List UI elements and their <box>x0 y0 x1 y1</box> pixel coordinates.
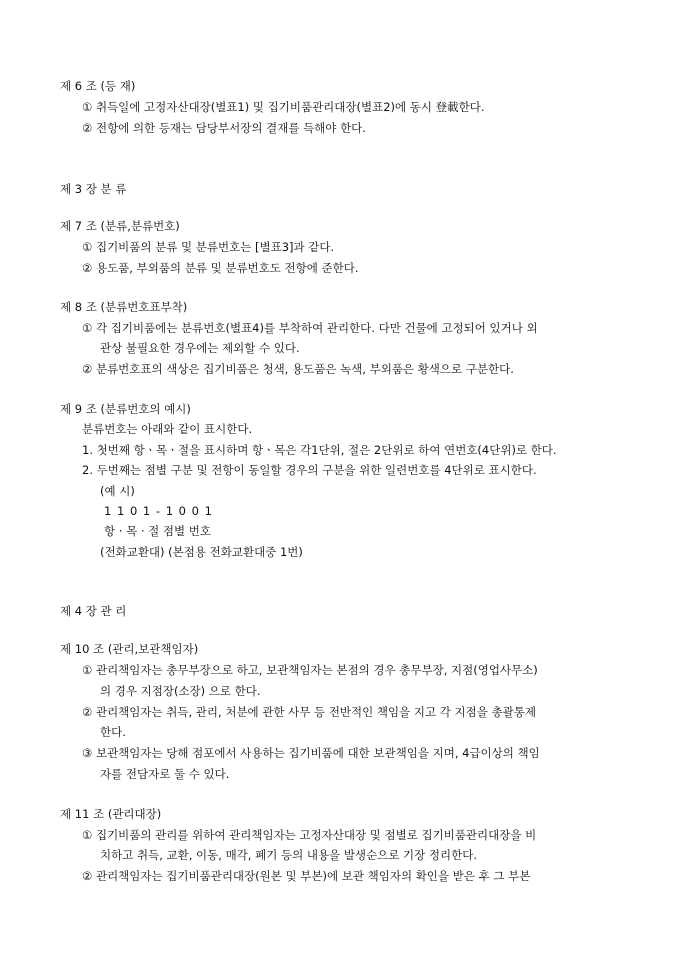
article-9-intro: 분류번호는 아래와 같이 표시한다. <box>82 422 253 436</box>
article-7-paragraph-1: ① 집기비품의 분류 및 분류번호는 [별표3]과 같다. <box>82 240 335 254</box>
article-10-title: 제 10 조 (관리,보관책임자) <box>60 642 199 656</box>
article-10-paragraph-3: ③ 보관책임자는 당해 점포에서 사용하는 집기비품에 대한 보관책임을 지며, 4급이상의 책임 <box>82 746 540 760</box>
article-6-paragraph-2: ② 전항에 의한 등재는 담당부서장의 결재를 득해야 한다. <box>82 121 366 135</box>
article-10-paragraph-1: ① 관리책임자는 총무부장으로 하고, 보관책임자는 본점의 경우 총무부장, 지점(영업사무소) <box>82 663 538 677</box>
chapter-3-heading: 제 3 장 분 류 <box>60 182 127 196</box>
chapter-4-heading: 제 4 장 관 리 <box>60 604 127 618</box>
article-10-paragraph-2-cont: 한다. <box>100 725 126 739</box>
article-11-paragraph-1-cont: 치하고 취득, 교환, 이동, 매각, 폐기 등의 내용을 발생순으로 기장 정리한다. <box>100 848 477 862</box>
article-10-paragraph-3-cont: 자를 전담자로 둘 수 있다. <box>100 767 230 781</box>
article-7-title: 제 7 조 (분류,분류번호) <box>60 219 180 233</box>
article-11-paragraph-2: ② 관리책임자는 집기비품관리대장(원본 및 부본)에 보관 책임자의 확인을 받은 후 그 부본 <box>82 869 531 883</box>
article-8-title: 제 8 조 (분류번호표부착) <box>60 300 188 314</box>
article-10-paragraph-2: ② 관리책임자는 취득, 관리, 처분에 관한 사무 등 전반적인 책임을 지고 각 지점을 총괄통제 <box>82 705 536 719</box>
article-11-paragraph-1: ① 집기비품의 관리를 위하여 관리책임자는 고정자산대장 및 점별로 집기비품관리대장을 비 <box>82 828 537 842</box>
example-note: (전화교환대) (본점용 전화교환대중 1번) <box>100 545 303 559</box>
article-9-item-1: 1. 첫번째 항ㆍ목ㆍ절을 표시하며 항ㆍ목은 각1단위, 절은 2단위로 하여 연번호(4단위)로 한다. <box>82 443 557 457</box>
article-9-item-2: 2. 두번째는 점별 구분 및 전항이 동일할 경우의 구분을 위한 일련번호를 4단위로 표시한다. <box>82 463 537 477</box>
article-11-title: 제 11 조 (관리대장) <box>60 807 162 821</box>
article-6-paragraph-1: ① 취득일에 고정자산대장(별표1) 및 집기비품관리대장(별표2)에 동시 登載한다. <box>82 100 485 114</box>
article-8-paragraph-1-cont: 관상 불필요한 경우에는 제외할 수 있다. <box>100 341 300 355</box>
example-label: (예 시) <box>100 484 135 498</box>
article-9-title: 제 9 조 (분류번호의 예시) <box>60 402 191 416</box>
article-10-paragraph-1-cont: 의 경우 지점장(소장) 으로 한다. <box>100 684 261 698</box>
article-8-paragraph-1: ① 각 집기비품에는 분류번호(별표4)를 부착하여 관리한다. 다만 건물에 고정되어 있거나 외 <box>82 321 538 335</box>
article-6-title: 제 6 조 (등 재) <box>60 79 136 93</box>
article-8-paragraph-2: ② 분류번호표의 색상은 집기비품은 청색, 용도품은 녹색, 부외품은 황색으로 구분한다. <box>82 362 514 376</box>
example-parts: 항 · 목 · 절 점별 번호 <box>104 524 212 538</box>
article-7-paragraph-2: ② 용도품, 부외품의 분류 및 분류번호도 전항에 준한다. <box>82 261 359 275</box>
example-code: 1 1 0 1 - 1 0 0 1 <box>104 504 213 518</box>
